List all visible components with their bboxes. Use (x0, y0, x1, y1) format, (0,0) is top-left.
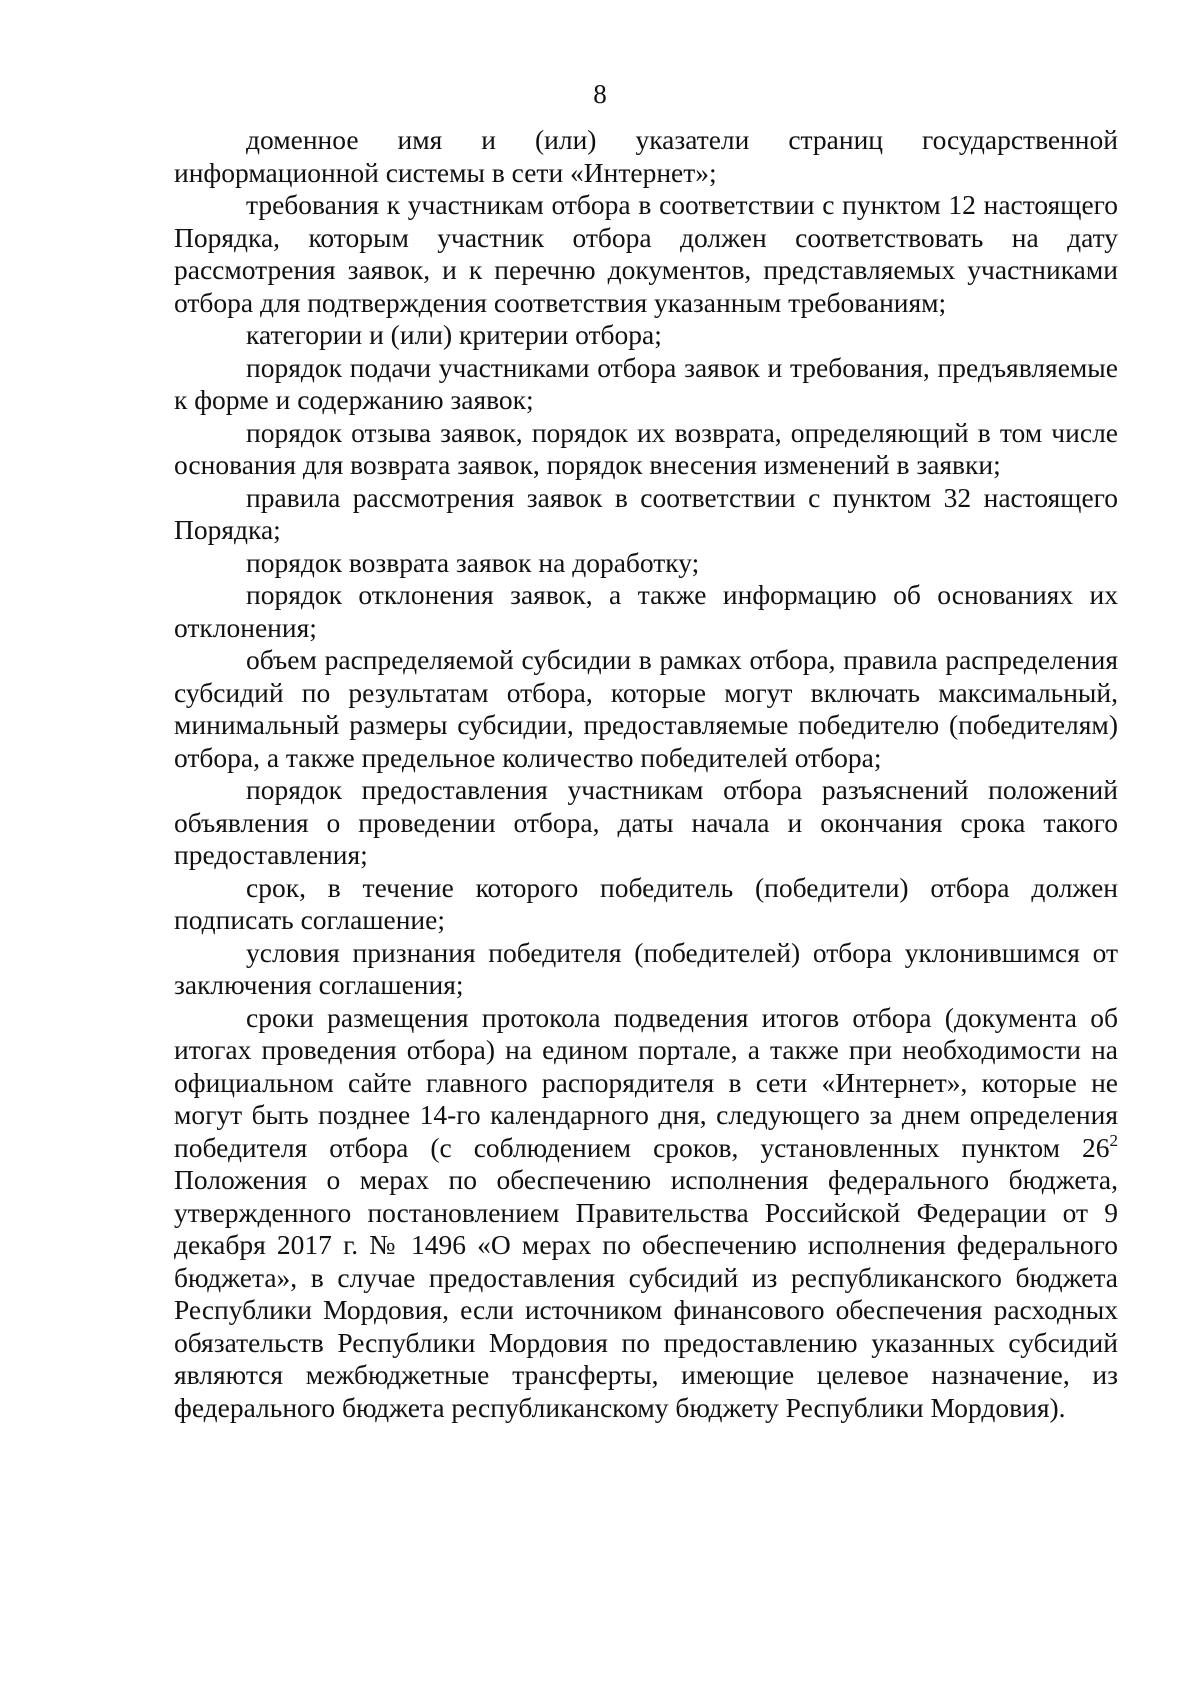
paragraph-rejection-procedure: порядок отклонения заявок, а также информацию об основаниях их отклонения; (174, 579, 1118, 643)
page-number: 8 (593, 79, 607, 109)
paragraph-selection-criteria: категории и (или) критерии отбора; (246, 319, 662, 350)
protocol-text-end: Положения о мерах по обеспечению исполнения федерального бюджета, утвержденного постановлением Правительства Российской Федерации от 9 декабря 2017 г. № 1496 «О мерах по обеспечению исполнения федерального бюджета», в случае предоставления субсидий из республиканского бюджета Республики Мордовия, если источником финансового обеспечения расходных обязательств Республики Мордовия по предоставлению указанных субсидий являются межбюджетные трансферты, имеющие целевое назначение, из федерального бюджета республиканскому бюджету Республики Мордовия). (174, 1164, 1118, 1423)
paragraph-domain-name: доменное имя и (или) указатели страниц государственной информационной системы в сети «Интернет»; (174, 124, 1118, 188)
paragraph-protocol-deadlines (174, 1002, 1118, 1425)
document-body (174, 124, 1118, 1424)
paragraph-evasion-conditions: условия признания победителя (победителей) отбора уклонившимся от заключения соглашения; (174, 936, 1118, 1000)
paragraph-return-for-revision: порядок возврата заявок на доработку; (246, 546, 700, 578)
paragraph-submission-procedure: порядок подачи участниками отбора заявок и требования, предъявляемые к форме и содержанию заявок; (174, 351, 1118, 415)
paragraph-participant-requirements: требования к участникам отбора в соответствии с пунктом 12 настоящего Порядка, которым участник отбора должен соответствовать на дату рассмотрения заявок, и к перечню документов, представляемых участниками отбора для подтверждения соответствия указанным требованиям; (174, 189, 1118, 318)
paragraph-clarifications: порядок предоставления участникам отбора разъяснений положений объявления о проведении отбора, даты начала и окончания срока такого предоставления; (174, 774, 1118, 870)
superscript-index: 2 (1109, 1130, 1118, 1150)
paragraph-subsidy-volume: объем распределяемой субсидии в рамках отбора, правила распределения субсидий по результатам отбора, которые могут включать максимальный, минимальный размеры субсидии, предоставляемые победителю (победителям) отбора, а также предельное количество победителей отбора; (174, 644, 1118, 773)
paragraph-withdrawal-procedure: порядок отзыва заявок, порядок их возврата, определяющий в том числе основания для возврата заявок, порядок внесения изменений в заявки; (174, 416, 1118, 480)
paragraph-review-rules: правила рассмотрения заявок в соответствии с пунктом 32 настоящего Порядка; (174, 481, 1118, 545)
paragraph-signing-deadline: срок, в течение которого победитель (победители) отбора должен подписать соглашение; (174, 871, 1118, 935)
protocol-text-start: сроки размещения протокола подведения итогов отбора (документа об итогах проведения отбора) на едином портале, а также при необходимости на официальном сайте главного распорядителя в сети «Интернет», которые не могут быть позднее 14-го календарного дня, следующего за днем определения победителя отбора (с соблюдением сроков, установленных пунктом 26 (174, 1001, 1118, 1163)
